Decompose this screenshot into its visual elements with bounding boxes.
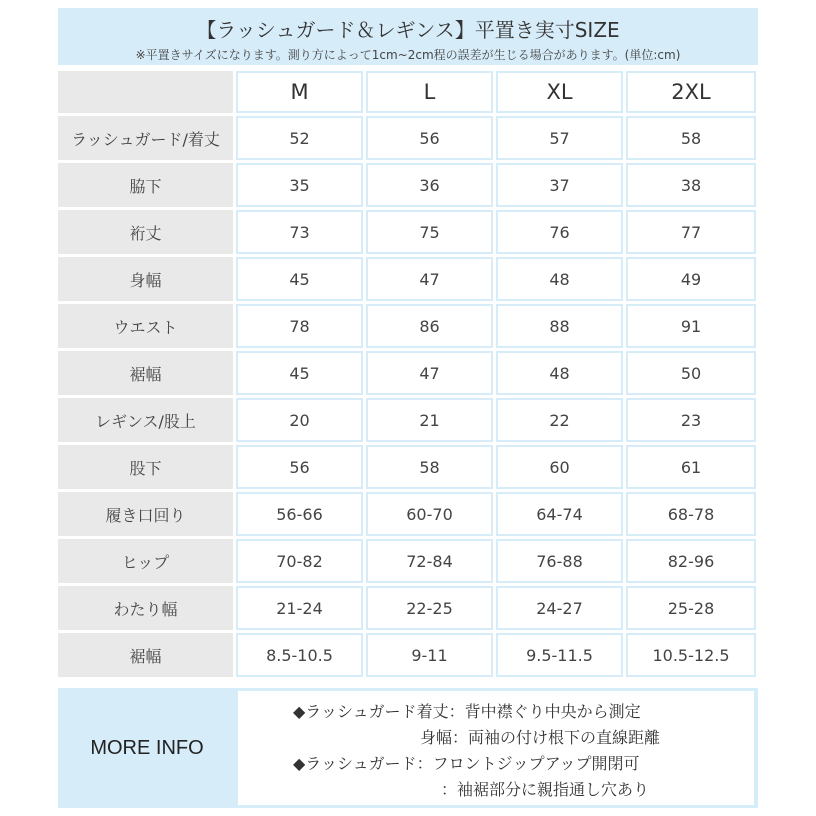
- table-cell: 48: [496, 257, 623, 301]
- table-cell: 21: [366, 398, 493, 442]
- table-cell: 36: [366, 163, 493, 207]
- table-cell: 38: [626, 163, 756, 207]
- table-cell: 82-96: [626, 539, 756, 583]
- column-header: XL: [496, 71, 623, 113]
- table-row: [58, 633, 756, 677]
- table-cell: 60-70: [366, 492, 493, 536]
- measurement-note: ※平置きサイズになります。測り方によって1cm~2cm程の誤差が生じる場合があります。(単位:cm): [135, 48, 681, 62]
- table-cell: 35: [236, 163, 363, 207]
- more-info-label: MORE INFO: [90, 736, 204, 759]
- table-row: [58, 351, 756, 395]
- table-cell: 57: [496, 116, 623, 160]
- table-cell: 20: [236, 398, 363, 442]
- table-cell: 22: [496, 398, 623, 442]
- page-title: 【ラッシュガード＆レギンス】平置き実寸SIZE: [196, 18, 620, 42]
- table-cell: 48: [496, 351, 623, 395]
- table-cell: 21-24: [236, 586, 363, 630]
- table-cell: 45: [236, 257, 363, 301]
- table-cell: 49: [626, 257, 756, 301]
- table-row: [58, 116, 756, 160]
- more-info-box: [238, 691, 754, 805]
- table-cell: 56-66: [236, 492, 363, 536]
- row-label: レギンス/股上: [58, 398, 233, 442]
- table-cell: 77: [626, 210, 756, 254]
- table-cell: 22-25: [366, 586, 493, 630]
- row-label: 裄丈: [58, 210, 233, 254]
- row-label: 履き口回り: [58, 492, 233, 536]
- info-line: 身幅：両袖の付け根下の直線距離: [420, 728, 661, 747]
- size-table: [55, 68, 759, 680]
- table-cell: 52: [236, 116, 363, 160]
- table-cell: 88: [496, 304, 623, 348]
- size-header: [58, 8, 758, 65]
- table-row: [58, 445, 756, 489]
- table-cell: 58: [626, 116, 756, 160]
- table-cell: 72-84: [366, 539, 493, 583]
- table-cell: 76-88: [496, 539, 623, 583]
- table-row: [58, 304, 756, 348]
- info-line: ◆ラッシュガード：フロントジップアップ開閉可: [293, 754, 640, 773]
- table-cell: 56: [236, 445, 363, 489]
- table-cell: 24-27: [496, 586, 623, 630]
- table-cell: 86: [366, 304, 493, 348]
- table-cell: 37: [496, 163, 623, 207]
- corner-cell: [58, 71, 233, 113]
- column-header: 2XL: [626, 71, 756, 113]
- table-cell: 10.5-12.5: [626, 633, 756, 677]
- more-info-panel: [58, 688, 758, 808]
- info-line: ：袖裾部分に親指通し穴あり: [441, 780, 650, 799]
- table-cell: 9.5-11.5: [496, 633, 623, 677]
- table-cell: 78: [236, 304, 363, 348]
- column-header: L: [366, 71, 493, 113]
- table-cell: 73: [236, 210, 363, 254]
- table-row: [58, 492, 756, 536]
- table-cell: 91: [626, 304, 756, 348]
- row-label: 裾幅: [58, 633, 233, 677]
- table-cell: 47: [366, 351, 493, 395]
- table-cell: 56: [366, 116, 493, 160]
- row-label: 脇下: [58, 163, 233, 207]
- table-header-row: [58, 71, 756, 113]
- table-row: [58, 210, 756, 254]
- row-label: 身幅: [58, 257, 233, 301]
- table-cell: 47: [366, 257, 493, 301]
- table-cell: 50: [626, 351, 756, 395]
- row-label: ラッシュガード/着丈: [58, 116, 233, 160]
- table-cell: 45: [236, 351, 363, 395]
- table-cell: 25-28: [626, 586, 756, 630]
- table-cell: 76: [496, 210, 623, 254]
- table-cell: 68-78: [626, 492, 756, 536]
- table-cell: 23: [626, 398, 756, 442]
- table-cell: 64-74: [496, 492, 623, 536]
- row-label: ウエスト: [58, 304, 233, 348]
- table-cell: 61: [626, 445, 756, 489]
- table-row: [58, 586, 756, 630]
- info-line: ◆ラッシュガード着丈：背中襟ぐり中央から測定: [293, 702, 641, 721]
- column-header: M: [236, 71, 363, 113]
- table-cell: 58: [366, 445, 493, 489]
- table-cell: 70-82: [236, 539, 363, 583]
- table-cell: 75: [366, 210, 493, 254]
- row-label: 裾幅: [58, 351, 233, 395]
- table-cell: 9-11: [366, 633, 493, 677]
- table-cell: 60: [496, 445, 623, 489]
- row-label: 股下: [58, 445, 233, 489]
- table-row: [58, 398, 756, 442]
- row-label: わたり幅: [58, 586, 233, 630]
- row-label: ヒップ: [58, 539, 233, 583]
- table-row: [58, 163, 756, 207]
- table-row: [58, 539, 756, 583]
- table-cell: 8.5-10.5: [236, 633, 363, 677]
- table-row: [58, 257, 756, 301]
